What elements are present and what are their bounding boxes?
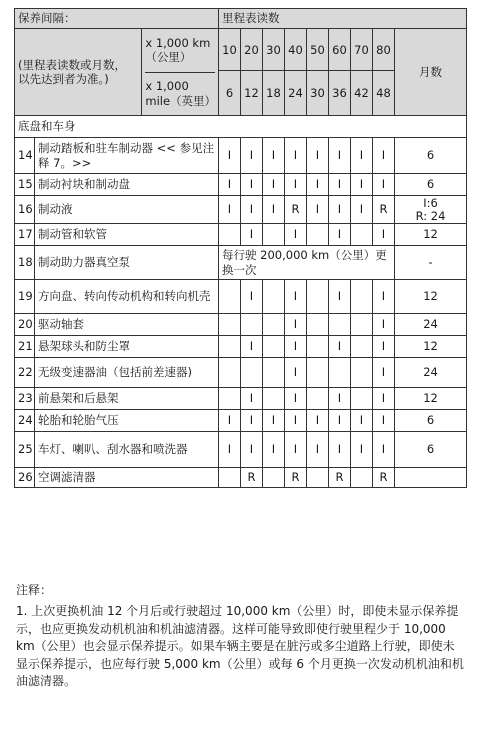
service-mark — [307, 388, 329, 410]
mile-value: 12 — [241, 71, 263, 116]
service-mark: I — [373, 224, 395, 246]
months-value: 6 — [395, 174, 467, 196]
months-value: 12 — [395, 224, 467, 246]
service-mark: I — [285, 358, 307, 388]
notes-title: 注释： — [16, 583, 53, 597]
item-name: 悬架球头和防尘罩 — [35, 336, 219, 358]
odometer-label: 里程表读数 — [219, 9, 467, 29]
service-mark: I — [241, 432, 263, 468]
service-mark: I — [373, 280, 395, 314]
service-mark — [263, 280, 285, 314]
service-mark: R — [373, 196, 395, 224]
service-mark: I — [329, 432, 351, 468]
service-mark: I — [285, 336, 307, 358]
service-mark: I — [219, 174, 241, 196]
service-mark — [219, 224, 241, 246]
item-name: 制动衬块和制动盘 — [35, 174, 219, 196]
service-mark: I — [373, 314, 395, 336]
service-mark: I — [373, 174, 395, 196]
service-mark: I — [351, 410, 373, 432]
service-mark: I — [351, 138, 373, 174]
interval-note: 每行驶 200,000 km（公里）更换一次 — [219, 246, 395, 280]
km-unit: x 1,000 km（公里） — [145, 29, 215, 73]
service-mark: I — [373, 432, 395, 468]
months-value: 6 — [395, 138, 467, 174]
table-row — [15, 432, 467, 468]
item-name: 无级变速器油（包括前差速器) — [35, 358, 219, 388]
item-number: 23 — [15, 388, 35, 410]
item-name: 方向盘、转向传动机构和转向机壳 — [35, 280, 219, 314]
header-row-1 — [15, 9, 467, 29]
service-mark: R — [329, 468, 351, 488]
service-mark: R — [285, 196, 307, 224]
service-mark: I — [285, 432, 307, 468]
months-value: I:6 R: 24 — [395, 196, 467, 224]
service-mark — [351, 314, 373, 336]
note-1: 1. 上次更换机油 12 个月后或行驶超过 10,000 km（公里）时，即使未显示保养提示，也应更换发动机机油和机油滤清器。这样可能导致即使行驶里程少于 10,000 km（公里）也会显示保养提示。如果车辆主要是在脏污或多尘道路上行驶，即使未显示保养提示，也应每行驶 5,000 km（公里）或每 6 个月更换一次发动机机油和机油滤清器。 — [16, 604, 464, 688]
service-mark — [351, 280, 373, 314]
table-row — [15, 468, 467, 488]
service-mark: I — [285, 280, 307, 314]
service-mark — [241, 358, 263, 388]
km-value: 70 — [351, 29, 373, 71]
service-mark — [351, 388, 373, 410]
service-mark: I — [329, 336, 351, 358]
item-name: 前悬架和后悬架 — [35, 388, 219, 410]
service-mark: I — [241, 196, 263, 224]
item-name: 驱动轴套 — [35, 314, 219, 336]
months-value: 6 — [395, 432, 467, 468]
item-number: 22 — [15, 358, 35, 388]
item-number: 26 — [15, 468, 35, 488]
service-mark: I — [241, 388, 263, 410]
item-name: 制动液 — [35, 196, 219, 224]
item-number: 14 — [15, 138, 35, 174]
service-mark: I — [241, 410, 263, 432]
table-row — [15, 314, 467, 336]
service-mark: I — [329, 196, 351, 224]
months-value — [395, 468, 467, 488]
service-mark: I — [285, 138, 307, 174]
service-mark — [219, 358, 241, 388]
service-mark: I — [263, 174, 285, 196]
service-mark — [329, 358, 351, 388]
service-mark: I — [351, 196, 373, 224]
months-value: 24 — [395, 314, 467, 336]
table-row — [15, 410, 467, 432]
mile-value: 48 — [373, 71, 395, 116]
item-number: 25 — [15, 432, 35, 468]
item-name: 空调滤清器 — [35, 468, 219, 488]
km-value: 20 — [241, 29, 263, 71]
km-value: 60 — [329, 29, 351, 71]
service-mark: R — [285, 468, 307, 488]
service-mark: I — [285, 388, 307, 410]
mile-value: 36 — [329, 71, 351, 116]
service-mark: I — [263, 138, 285, 174]
service-mark: I — [241, 280, 263, 314]
service-mark: I — [351, 174, 373, 196]
mile-value: 6 — [219, 71, 241, 116]
notes — [16, 582, 464, 690]
service-mark: I — [263, 196, 285, 224]
section-title: 底盘和车身 — [15, 116, 467, 138]
item-number: 16 — [15, 196, 35, 224]
table-row — [15, 388, 467, 410]
service-mark: I — [307, 410, 329, 432]
months-label: 月数 — [395, 29, 467, 116]
service-mark: I — [241, 138, 263, 174]
km-value: 50 — [307, 29, 329, 71]
service-mark: I — [285, 174, 307, 196]
months-value: 12 — [395, 336, 467, 358]
maintenance-schedule-table — [14, 8, 467, 488]
service-mark: I — [373, 388, 395, 410]
service-mark — [307, 336, 329, 358]
service-mark: I — [263, 432, 285, 468]
service-mark — [329, 314, 351, 336]
service-mark: I — [351, 432, 373, 468]
service-mark — [307, 280, 329, 314]
item-number: 18 — [15, 246, 35, 280]
km-value: 30 — [263, 29, 285, 71]
service-mark: I — [329, 410, 351, 432]
service-mark: I — [285, 410, 307, 432]
item-number: 15 — [15, 174, 35, 196]
service-mark — [219, 468, 241, 488]
km-value: 80 — [373, 29, 395, 71]
service-mark: I — [329, 138, 351, 174]
service-mark — [307, 314, 329, 336]
service-mark — [263, 358, 285, 388]
months-value: - — [395, 246, 467, 280]
service-mark: I — [329, 388, 351, 410]
service-mark — [263, 224, 285, 246]
mile-value: 24 — [285, 71, 307, 116]
mile-value: 30 — [307, 71, 329, 116]
service-mark: I — [285, 314, 307, 336]
mile-value: 18 — [263, 71, 285, 116]
service-mark — [241, 314, 263, 336]
section-row — [15, 116, 467, 138]
item-name: 车灯、喇叭、刮水器和喷洗器 — [35, 432, 219, 468]
months-value: 6 — [395, 410, 467, 432]
service-mark: I — [219, 432, 241, 468]
service-mark — [219, 388, 241, 410]
table-row — [15, 174, 467, 196]
service-mark: I — [373, 336, 395, 358]
service-mark — [263, 388, 285, 410]
service-mark: I — [307, 196, 329, 224]
service-mark — [351, 468, 373, 488]
table-row — [15, 224, 467, 246]
service-mark: I — [373, 410, 395, 432]
service-mark: I — [219, 138, 241, 174]
header-row-km — [15, 29, 467, 71]
km-value: 40 — [285, 29, 307, 71]
item-number: 24 — [15, 410, 35, 432]
header-condition-cell — [15, 29, 219, 116]
service-mark — [219, 280, 241, 314]
service-mark: I — [307, 174, 329, 196]
service-mark: I — [373, 358, 395, 388]
interval-label: 保养间隔： — [15, 9, 219, 29]
table-row — [15, 358, 467, 388]
service-mark — [263, 314, 285, 336]
months-value: 24 — [395, 358, 467, 388]
service-mark — [351, 224, 373, 246]
service-mark — [219, 314, 241, 336]
item-number: 17 — [15, 224, 35, 246]
service-mark: I — [219, 410, 241, 432]
service-mark: I — [241, 224, 263, 246]
service-mark: R — [373, 468, 395, 488]
condition-note: (里程表读数或月数，以先达到者为准。) — [18, 57, 126, 86]
service-mark: I — [241, 336, 263, 358]
service-mark: I — [285, 224, 307, 246]
months-value: 12 — [395, 388, 467, 410]
service-mark — [351, 336, 373, 358]
service-mark — [263, 336, 285, 358]
item-number: 20 — [15, 314, 35, 336]
service-mark: I — [263, 410, 285, 432]
service-mark: I — [373, 138, 395, 174]
service-mark: I — [329, 224, 351, 246]
service-mark — [307, 224, 329, 246]
service-mark: I — [241, 174, 263, 196]
table-row — [15, 280, 467, 314]
item-number: 21 — [15, 336, 35, 358]
service-mark: R — [241, 468, 263, 488]
service-mark — [307, 468, 329, 488]
item-number: 19 — [15, 280, 35, 314]
item-name: 轮胎和轮胎气压 — [35, 410, 219, 432]
item-name: 制动踏板和驻车制动器 << 参见注释 7。>> — [35, 138, 219, 174]
service-mark: I — [329, 174, 351, 196]
mile-value: 42 — [351, 71, 373, 116]
km-value: 10 — [219, 29, 241, 71]
table-row — [15, 196, 467, 224]
service-mark: I — [219, 196, 241, 224]
service-mark — [263, 468, 285, 488]
service-mark: I — [329, 280, 351, 314]
service-mark: I — [307, 138, 329, 174]
table-row — [15, 246, 467, 280]
months-value: 12 — [395, 280, 467, 314]
service-mark: I — [307, 432, 329, 468]
mile-unit: x 1,000 mile（英里） — [145, 79, 217, 108]
service-mark — [351, 358, 373, 388]
service-mark — [219, 336, 241, 358]
item-name: 制动管和软管 — [35, 224, 219, 246]
item-name: 制动助力器真空泵 — [35, 246, 219, 280]
table-row — [15, 138, 467, 174]
service-mark — [307, 358, 329, 388]
table-row — [15, 336, 467, 358]
